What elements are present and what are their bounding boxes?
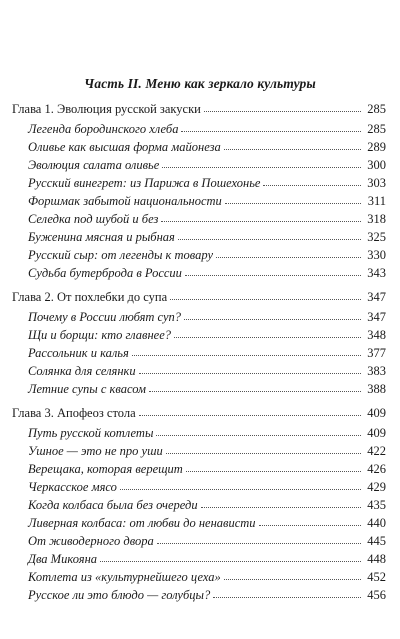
- toc-entry: [28, 442, 386, 460]
- dot-leader: [132, 343, 361, 356]
- toc-entry: [28, 586, 386, 604]
- dot-leader: [201, 495, 361, 508]
- entry-title: Судьба бутерброда в России: [28, 266, 182, 280]
- page-number: 325: [367, 230, 386, 244]
- page-number: 303: [367, 176, 386, 190]
- dot-leader: [184, 307, 361, 320]
- toc-entry: [28, 514, 386, 532]
- toc-entry: [28, 246, 386, 264]
- dot-leader: [185, 263, 361, 276]
- dot-leader: [149, 379, 361, 392]
- dot-leader: [139, 403, 361, 416]
- page-number: 311: [367, 194, 386, 208]
- page-number: 383: [367, 364, 386, 378]
- page-number: 285: [367, 122, 386, 136]
- page-number: 422: [367, 444, 386, 458]
- chapter-title: Глава 2. От похлебки до супа: [12, 290, 168, 304]
- entry-title: Летние супы с квасом: [28, 382, 146, 396]
- toc-entry: [28, 424, 386, 442]
- page-number: 452: [367, 570, 386, 584]
- entry-title: Буженина мясная и рыбная: [28, 230, 175, 244]
- dot-leader: [225, 191, 361, 204]
- page-number: 426: [367, 462, 386, 476]
- entry-title: Почему в России любят суп?: [28, 310, 182, 324]
- dot-leader: [157, 531, 361, 544]
- page-number: 285: [367, 102, 386, 116]
- chapter-3-row: [12, 404, 386, 422]
- page-number: 343: [367, 266, 386, 280]
- toc-entry: [28, 478, 386, 496]
- page-number: 300: [367, 158, 386, 172]
- dot-leader: [213, 585, 361, 598]
- entry-title: Путь русской котлеты: [28, 426, 154, 440]
- entry-title: Верещака, которая верещит: [28, 462, 183, 476]
- chapter-title: Глава 3. Апофеоз стола: [12, 406, 136, 420]
- toc-entry: [28, 174, 386, 192]
- part-title: Часть II. Меню как зеркало культуры: [84, 76, 316, 91]
- entry-title: Котлета из «культурнейшего цеха»: [28, 570, 221, 584]
- entry-title: Форшмак забытой национальности: [28, 194, 222, 208]
- toc-entry: [28, 380, 386, 398]
- page-number: 347: [367, 290, 386, 304]
- page-number: 445: [367, 534, 386, 548]
- dot-leader: [224, 567, 361, 580]
- entry-title: Эволюция салата оливье: [28, 158, 160, 172]
- chapter-title: Глава 1. Эволюция русской закуски: [12, 102, 201, 116]
- toc-entry: [28, 460, 386, 478]
- entry-title: Оливье как высшая форма майонеза: [28, 140, 221, 154]
- entry-title: Черкасское мясо: [28, 480, 117, 494]
- page-number: 289: [367, 140, 386, 154]
- toc-entry: [28, 264, 386, 282]
- page-number: 448: [367, 552, 386, 566]
- entry-title: Рассольник и калья: [28, 346, 129, 360]
- dot-leader: [166, 441, 361, 454]
- page-number: 377: [367, 346, 386, 360]
- toc-entry: [28, 138, 386, 156]
- toc-entry: [28, 156, 386, 174]
- toc-entry: [28, 120, 386, 138]
- entry-title: Русский винегрет: из Парижа в Пошехонье: [28, 176, 261, 190]
- dot-leader: [170, 287, 361, 300]
- dot-leader: [263, 173, 361, 186]
- dot-leader: [120, 477, 361, 490]
- dot-leader: [216, 245, 361, 258]
- toc-entry: [28, 192, 386, 210]
- page-number: 409: [367, 426, 386, 440]
- entry-title: Два Микояна: [28, 552, 98, 566]
- dot-leader: [204, 99, 361, 112]
- page-number: 318: [367, 212, 386, 226]
- toc-entry: [28, 326, 386, 344]
- dot-leader: [174, 325, 361, 338]
- page-number: 348: [367, 328, 386, 342]
- chapter-2-row: [12, 288, 386, 306]
- entry-title: Русский сыр: от легенды к товару: [28, 248, 214, 262]
- entry-title: От живодерного двора: [28, 534, 154, 548]
- page-number: 435: [367, 498, 386, 512]
- entry-title: Щи и борщи: кто главнее?: [28, 328, 172, 342]
- dot-leader: [259, 513, 361, 526]
- dot-leader: [161, 209, 361, 222]
- toc-entry: [28, 532, 386, 550]
- page-number: 409: [367, 406, 386, 420]
- entry-title: Легенда бородинского хлеба: [28, 122, 179, 136]
- dot-leader: [178, 227, 361, 240]
- toc-entry: [28, 568, 386, 586]
- page-number: 429: [367, 480, 386, 494]
- page-number: 456: [367, 588, 386, 602]
- dot-leader: [181, 119, 361, 132]
- dot-leader: [162, 155, 361, 168]
- page-number: 388: [367, 382, 386, 396]
- toc-entry: [28, 496, 386, 514]
- dot-leader: [139, 361, 361, 374]
- entry-title: Солянка для селянки: [28, 364, 136, 378]
- dot-leader: [100, 549, 361, 562]
- toc-entry: [28, 344, 386, 362]
- entry-title: Селедка под шубой и без: [28, 212, 159, 226]
- toc-entry: [28, 210, 386, 228]
- dot-leader: [186, 459, 361, 472]
- entry-title: Когда колбаса была без очереди: [28, 498, 198, 512]
- dot-leader: [156, 423, 361, 436]
- entry-title: Русское ли это блюдо — голубцы?: [28, 588, 211, 602]
- page-number: 347: [367, 310, 386, 324]
- page-number: 330: [367, 248, 386, 262]
- toc-entry: [28, 228, 386, 246]
- toc-entry: [28, 308, 386, 326]
- chapter-1-row: [12, 100, 386, 118]
- dot-leader: [224, 137, 361, 150]
- page-number: 440: [367, 516, 386, 530]
- entry-title: Ушное — это не про уши: [28, 444, 163, 458]
- toc-entry: [28, 550, 386, 568]
- toc-entry: [28, 362, 386, 380]
- entry-title: Ливерная колбаса: от любви до ненависти: [28, 516, 256, 530]
